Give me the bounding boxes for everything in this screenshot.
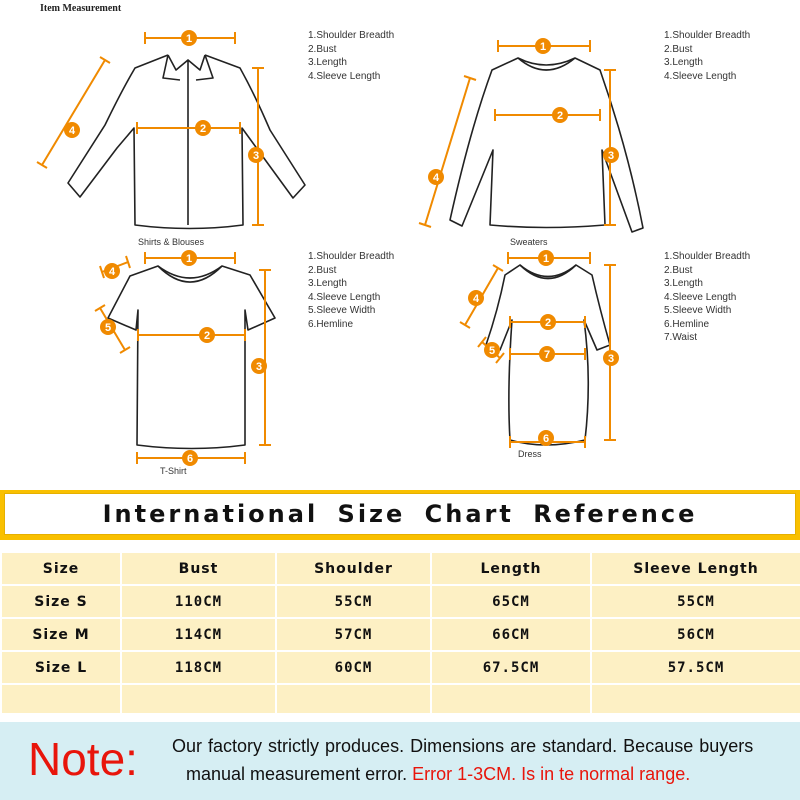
- legend-item: 7.Waist: [664, 332, 697, 343]
- legend-item: 3.Length: [308, 278, 347, 289]
- legend-item: 4.Sleeve Length: [308, 70, 381, 82]
- marker-sweater-1: [535, 38, 551, 54]
- svg-text:1: 1: [185, 253, 193, 265]
- table-header-row: [1, 552, 800, 585]
- legend-item: 2.Bust: [308, 264, 337, 276]
- legend-item: 3.Length: [664, 278, 703, 289]
- caption-dress: Dress: [518, 449, 542, 459]
- size-chart-table: [0, 551, 800, 715]
- marker-shirt-3: [248, 147, 264, 163]
- legend-item: 1.Shoulder Breadth: [308, 30, 395, 41]
- table-cell-empty: [591, 684, 800, 714]
- size-chart-title: International Size Chart Reference: [102, 500, 698, 528]
- measure-markers: [64, 30, 619, 466]
- table-row: [1, 651, 800, 684]
- table-cell-empty: [121, 684, 276, 714]
- shirt-outline: [68, 55, 305, 229]
- marker-shirt-2: [195, 120, 211, 136]
- column-header-size: Size: [1, 552, 121, 585]
- table-cell: 57.5CM: [591, 651, 800, 684]
- legend-item: 6.Hemline: [308, 318, 354, 330]
- note-line-1: Our factory strictly produces. Dimensions are standard. Because buyers: [172, 736, 754, 756]
- table-row-empty: [1, 684, 800, 714]
- note-line-2: [186, 764, 690, 785]
- shirt-collar: [163, 55, 213, 225]
- marker-dress-2: [540, 314, 556, 330]
- svg-text:3: 3: [607, 353, 615, 365]
- marker-tshirt-3: [251, 358, 267, 374]
- table-cell: 60CM: [276, 651, 431, 684]
- sweater-neckline: [518, 58, 575, 70]
- legend-item: 4.Sleeve Length: [664, 291, 737, 303]
- table-cell: 56CM: [591, 618, 800, 651]
- svg-text:1: 1: [542, 253, 550, 265]
- marker-sweater-3: [603, 147, 619, 163]
- table-cell: 110CM: [121, 585, 276, 618]
- table-cell: 66CM: [431, 618, 591, 651]
- legend-item: 5.Sleeve Width: [664, 305, 732, 316]
- svg-text:1: 1: [185, 33, 193, 45]
- legend-dress: [664, 250, 750, 345]
- marker-dress-7: [539, 346, 555, 362]
- legend-item: 3.Length: [664, 57, 703, 68]
- svg-text:5: 5: [488, 345, 496, 357]
- svg-text:6: 6: [542, 433, 550, 445]
- legend-item: 4.Sleeve Length: [308, 291, 381, 303]
- table-cell: Size S: [1, 585, 121, 618]
- table-cell: 118CM: [121, 651, 276, 684]
- tshirt-outline: [108, 266, 275, 449]
- legend-item: 1.Shoulder Breadth: [308, 251, 395, 262]
- size-chart-banner: [0, 490, 800, 540]
- table-cell: 67.5CM: [431, 651, 591, 684]
- svg-text:4: 4: [472, 293, 480, 305]
- legend-item: 5.Sleeve Width: [308, 305, 376, 316]
- caption-shirts-blouses: Shirts & Blouses: [138, 237, 205, 247]
- column-header-length: Length: [431, 552, 591, 585]
- caption-tshirt: T-Shirt: [160, 466, 187, 476]
- svg-text:5: 5: [104, 322, 112, 334]
- svg-text:4: 4: [68, 125, 76, 137]
- item-measurement-heading: Item Measurement: [40, 3, 122, 14]
- table-cell-empty: [276, 684, 431, 714]
- column-header-shoulder: Shoulder: [276, 552, 431, 585]
- svg-text:1: 1: [539, 41, 547, 53]
- marker-tshirt-5: [100, 319, 116, 335]
- marker-tshirt-4: [104, 263, 120, 279]
- svg-text:3: 3: [607, 150, 615, 162]
- legend-tshirt: [308, 250, 394, 331]
- table-cell: 55CM: [276, 585, 431, 618]
- marker-dress-3: [603, 350, 619, 366]
- table-cell-empty: [1, 684, 121, 714]
- caption-sweaters: Sweaters: [510, 237, 548, 247]
- table-row: [1, 618, 800, 651]
- svg-text:2: 2: [556, 110, 564, 122]
- legend-item: 2.Bust: [308, 43, 337, 55]
- svg-text:7: 7: [543, 349, 551, 361]
- marker-tshirt-2: [199, 327, 215, 343]
- marker-tshirt-6: [182, 450, 198, 466]
- table-cell: 57CM: [276, 618, 431, 651]
- table-cell: 65CM: [431, 585, 591, 618]
- marker-dress-5: [484, 342, 500, 358]
- note-line-2-warning: Error 1-3CM. Is in te normal range.: [412, 764, 691, 784]
- table-cell-empty: [431, 684, 591, 714]
- marker-dress-6: [538, 430, 554, 446]
- svg-text:3: 3: [252, 150, 260, 162]
- legend-item: 1.Shoulder Breadth: [664, 30, 751, 41]
- table-cell: Size L: [1, 651, 121, 684]
- svg-text:2: 2: [203, 330, 211, 342]
- legend-item: 2.Bust: [664, 264, 693, 276]
- marker-tshirt-1: [181, 250, 197, 266]
- tshirt-neckline: [158, 266, 222, 282]
- marker-shirt-1: [181, 30, 197, 46]
- legend-sweater: [664, 29, 750, 83]
- svg-text:4: 4: [432, 172, 440, 184]
- svg-text:3: 3: [255, 361, 263, 373]
- legend-item: 6.Hemline: [664, 318, 710, 330]
- legend-item: 1.Shoulder Breadth: [664, 251, 751, 262]
- note-line-2-text: manual measurement error.: [186, 764, 408, 784]
- marker-sweater-2: [552, 107, 568, 123]
- table-cell: 55CM: [591, 585, 800, 618]
- legend-item: 3.Length: [308, 57, 347, 68]
- marker-dress-4: [468, 290, 484, 306]
- marker-sweater-4: [428, 169, 444, 185]
- svg-text:2: 2: [544, 317, 552, 329]
- legend-item: 4.Sleeve Length: [664, 70, 737, 82]
- table-row: [1, 585, 800, 618]
- table-cell: Size M: [1, 618, 121, 651]
- note-panel: [0, 722, 800, 800]
- svg-text:4: 4: [108, 266, 116, 278]
- svg-text:6: 6: [186, 453, 194, 465]
- legend-shirt: [308, 29, 394, 83]
- column-header-sleeve-length: Sleeve Length: [591, 552, 800, 585]
- svg-text:2: 2: [199, 123, 207, 135]
- sweater-outline: [450, 58, 643, 232]
- note-label: Note:: [28, 733, 138, 785]
- marker-shirt-4: [64, 122, 80, 138]
- dimension-lines: [37, 32, 616, 464]
- legend-item: 2.Bust: [664, 43, 693, 55]
- size-chart-title-box: [4, 493, 796, 535]
- marker-dress-1: [538, 250, 554, 266]
- table-cell: 114CM: [121, 618, 276, 651]
- column-header-bust: Bust: [121, 552, 276, 585]
